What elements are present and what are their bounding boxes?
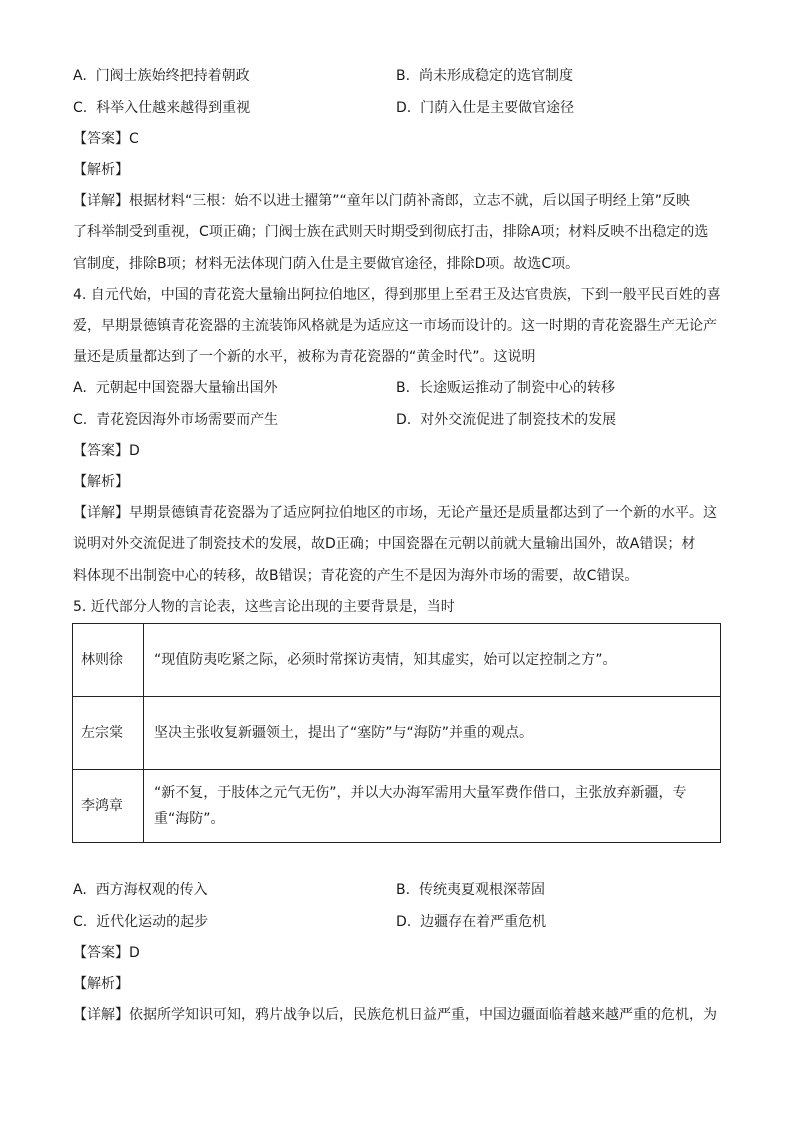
q3-option-d: D. 门荫入仕是主要做官途径 <box>396 100 575 116</box>
q3-option-a: A. 门阀士族始终把持着朝政 <box>73 68 250 84</box>
table-row <box>73 697 721 770</box>
q5-option-d: D. 边疆存在着严重危机 <box>396 914 547 930</box>
q4-option-c: C. 青花瓷因海外市场需要而产生 <box>73 412 279 428</box>
q3-detail-line-3: 官制度，排除B项；材料无法体现门荫入仕是主要做官途径，排除D项。故选C项。 <box>73 256 580 272</box>
q5-quote-table <box>72 623 721 843</box>
q5-detail-line-1: 【详解】依据所学知识可知，鸦片战争以后，民族危机日益严重，中国边疆面临着越来越严重的危机，为 <box>73 1007 717 1023</box>
q3-answer: 【答案】C <box>73 131 139 147</box>
q3-option-b: B. 尚未形成稳定的选官制度 <box>396 68 573 84</box>
quote-cell: “新不复，于肢体之元气无伤”，并以大办海军需用大量军费作借口，主张放弃新疆，专重“海防”。 <box>144 770 721 843</box>
person-name-cell: 李鸿章 <box>73 770 144 843</box>
person-name-cell: 林则徐 <box>73 624 144 697</box>
q3-option-c: C. 科举入仕越来越得到重视 <box>73 100 251 116</box>
table-row <box>73 770 721 843</box>
q5-option-c: C. 近代化运动的起步 <box>73 914 209 930</box>
q4-option-b: B. 长途贩运推动了制瓷中心的转移 <box>396 380 615 396</box>
q4-detail-line-3: 料体现不出制瓷中心的转移，故B错误；青花瓷的产生不是因为海外市场的需要，故C错误。 <box>73 568 639 584</box>
q4-answer: 【答案】D <box>73 443 140 459</box>
q5-analysis-label: 【解析】 <box>73 976 129 992</box>
q5-stem: 5. 近代部分人物的言论表，这些言论出现的主要背景是，当时 <box>73 599 455 615</box>
quote-cell: 坚决主张收复新疆领土，提出了“塞防”与“海防”并重的观点。 <box>144 697 721 770</box>
q5-answer: 【答案】D <box>73 945 140 961</box>
q5-option-b: B. 传统夷夏观根深蒂固 <box>396 882 545 898</box>
q4-stem-line-1: 4. 自元代始，中国的青花瓷大量输出阿拉伯地区，得到那里上至君王及达官贵族，下到一般平民百姓的喜 <box>73 287 721 303</box>
q4-analysis-label: 【解析】 <box>73 474 129 490</box>
q5-option-a: A. 西方海权观的传入 <box>73 882 208 898</box>
person-name-cell: 左宗棠 <box>73 697 144 770</box>
q4-option-a: A. 元朝起中国瓷器大量输出国外 <box>73 380 278 396</box>
q3-detail-line-1: 【详解】根据材料“三根：始不以进士擢第”“童年以门荫补斋郎，立志不就，后以国子明经上第”反映 <box>73 193 691 209</box>
q4-detail-line-2: 说明对外交流促进了制瓷技术的发展，故D正确；中国瓷器在元朝以前就大量输出国外，故A错误；材 <box>73 536 696 552</box>
q4-option-d: D. 对外交流促进了制瓷技术的发展 <box>396 412 617 428</box>
q3-detail-line-2: 了科举制受到重视，C项正确；门阀士族在武则天时期受到彻底打击，排除A项；材料反映不出稳定的选 <box>73 224 709 240</box>
q4-stem-line-2: 爱，早期景德镇青花瓷器的主流装饰风格就是为适应这一市场而设计的。这一时期的青花瓷器生产无论产 <box>73 318 717 334</box>
quote-cell: “现值防夷吃紧之际，必须时常探访夷情，知其虚实，始可以定控制之方”。 <box>144 624 721 697</box>
q4-detail-line-1: 【详解】早期景德镇青花瓷器为了适应阿拉伯地区的市场，无论产量还是质量都达到了一个新的水平。这 <box>73 505 717 521</box>
q3-analysis-label: 【解析】 <box>73 162 129 178</box>
table-row <box>73 624 721 697</box>
q4-stem-line-3: 量还是质量都达到了一个新的水平，被称为青花瓷器的“黄金时代”。这说明 <box>73 349 536 365</box>
